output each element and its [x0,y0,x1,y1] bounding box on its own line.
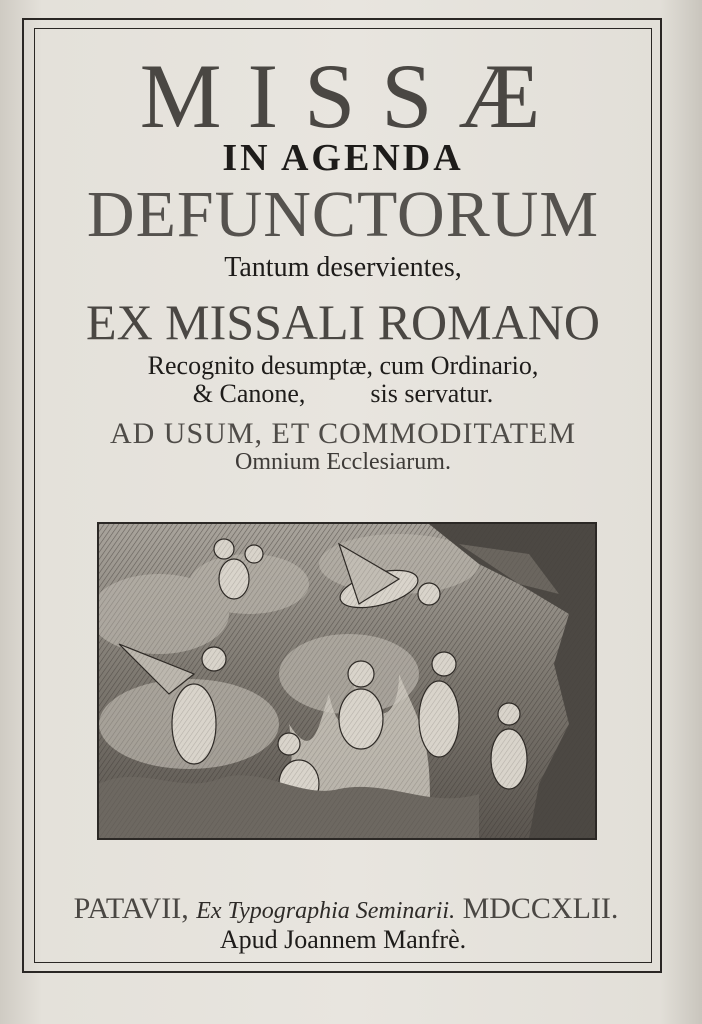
subtitle-canone: & Canone, sis servatur. [192,379,494,408]
imprint-line [40,893,652,927]
title-defunctorum: DEFUNCTORUM [86,178,600,251]
imprint-place: PATAVII, [73,892,189,925]
imprint-publisher: Apud Joannem Manfrè. [219,925,467,954]
engraving-purgatory-scene [97,522,597,840]
title-missae: MISSÆ [139,45,567,147]
title-in-agenda: IN AGENDA [222,137,464,179]
engraving-illustration [99,524,595,838]
imprint-printer: Ex Typographia Seminarii. [196,898,456,924]
imprint-year: MDCCXLII. [462,892,619,925]
subtitle-ecclesiarum: Omnium Ecclesiarum. [235,449,451,475]
title-ex-missali-romano: EX MISSALI ROMANO [86,294,600,350]
subtitle-deservientes: Tantum deservientes, [224,252,462,283]
subtitle-recognito: Recognito desumptæ, cum Ordinario, [147,351,539,380]
subtitle-ad-usum: AD USUM, ET COMMODITATEM [109,417,577,450]
